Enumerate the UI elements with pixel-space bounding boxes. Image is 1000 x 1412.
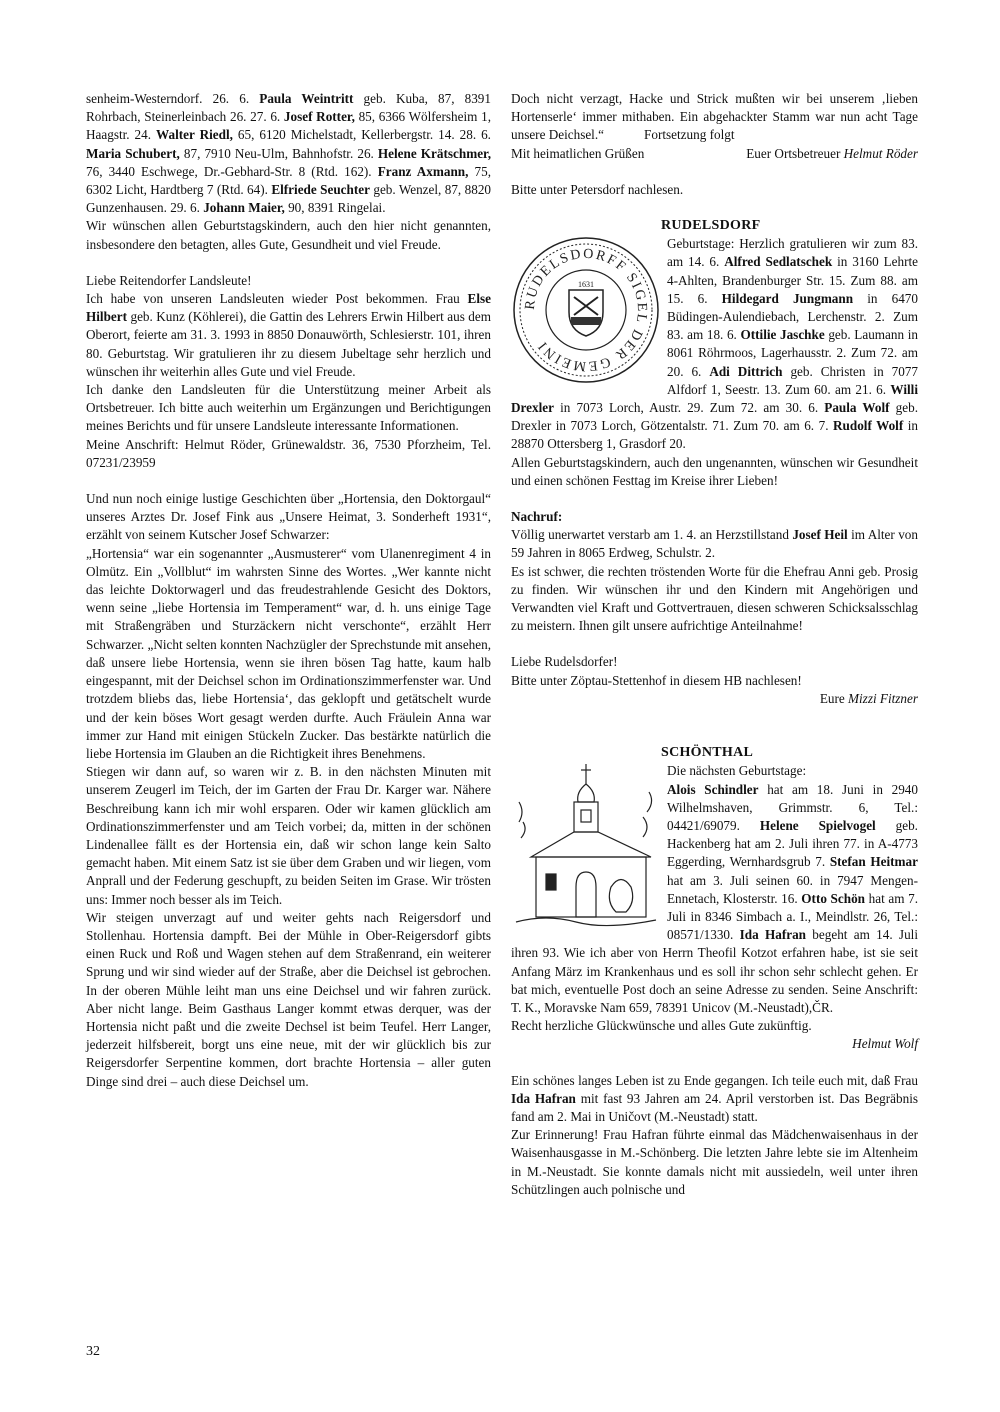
bold-name: Else Hilbert	[86, 291, 491, 325]
rudelsdorf-wishes: Allen Geburtstagskindern, auch den ungenannten, wünschen wir Gesundheit und einen schönen Festtag im Kreise ihrer Lieben!	[511, 454, 918, 488]
else-hilbert-paragraph: Ich habe von unseren Landsleuten wieder Post bekommen. Frau Else Hilbert geb. Kunz (Köhlerei), die Gattin des Lehrers Erwin Hilbert aus dem Oberort, feierte am 31. 3. 1993 in 8850 Donauwörth, Schlesierstr. 101, ihren 80. Geburtstag. Wir gratulieren ihr zu diesem Jubeltage sehr herzlich und wünschen ihr weiterhin alles Gute und viel Freude.	[86, 291, 491, 379]
bold-name: Ottilie Jaschke	[740, 327, 825, 343]
bold-name: Alois Schindler	[667, 781, 759, 797]
rudelsdorf-section: RUDELSDORF RUDELSDORFF SIGEL DER GEMEINI 1631 Geburtstage: Herzlich gratulieren wir zum 83. am 14. 6. Alfred Sedlatschek in 3160 Lehrte 4-Ahlten, Brandenburger Str. 15. Zum 88. am 15. 6. Hildegard Jungmann in 6470 Büdingen-Aulendiebach, Lerchenstr. 2. Zum 83. am 18. 6. Ottilie Jaschke geb. Laumann in 8061 Röhrmoos, Lagerhausstr. 2. Zum 72. am 20. 6. Adi Dittrich geb. Christen in 7077 Alfdorf 1, Seestr. 13. Zum 60. am 21. 6. Willi Drexler in 7073 Lorch, Austr. 29. Zum 72. am 30. 6. Paula Wolf geb. Drexler in 7073 Lorch, Götzentalstr. 71. Zum 70. am 6. 7. Rudolf Wolf in 28870 Ottersberg 1, Grasdorf 20. Allen Geburtstagskindern, auch den ungenannten, wünschen wir Gesundheit und einen schönen Festtag im Kreise ihrer Lieben! Nachruf: Völlig unerwartet verstarb am 1. 4. an Herzstillstand Josef Heil im Alter von 59 Jahren in 8065 Erdweg, Schulstr. 2. Es ist schwer, die rechten tröstenden Worte für die Ehefrau Anni geb. Prosig zu finden. Wir wünschen ihr und den Kindern mit Angehörigen und Verwandten viel Kraft und Gottvertrauen, diesen schweren Schicksalsschlag zu meistern. Ihnen gilt unsere aufrichtige Anteilnahme! Liebe Rudelsdorfer! Bitte unter Zöptau-Stettenhof in diesem HB nachlesen! Eure Mizzi Fitzner	[511, 218, 919, 706]
hafran-obituary: Ein schönes langes Leben ist zu Ende gegangen. Ich teile euch mit, daß Frau Ida Hafran mit fast 93 Jahren am 24. April verstorben ist. Das Begräbnis fand am 2. Mai in Uničovt (M.-Neustadt) statt.	[511, 1072, 918, 1124]
address-paragraph: Meine Anschrift: Helmut Röder, Grünewaldstr. 36, 7530 Pforzheim, Tel. 07231/23959	[86, 436, 491, 470]
right-column	[511, 90, 918, 1199]
hortensia-story-3: Wir steigen unverzagt auf und weiter gehts nach Reigersdorf und Stollenhau. Hortensia dampft. Bei der Mühle in Ober-Reigersdorf gibts einen Ruck und Roß und Wagen stehen auf dem Straßenrand, ein weiterer Sprung und wir sind wieder auf der Straße, aber die Deichsel ist gebrochen. In der oberen Mühle leiht man uns eine Deichsel und wir fahren zurück. Aber nicht lange. Beim Gasthaus Langer kommt etwas derquer, was der Hortensia nicht paßt und die zweite Dechsel ist beim Teufel. Herr Langer, jederzeit hilfsbereit, borgt uns eine neue, mit der wir glücklich bis zur Reigersdorfer Serpentine kommen, dort brachte Hortensia – aller guten Dinge sind drei – auch diese Deichsel um.	[86, 909, 491, 1089]
bold-name: Adi Dittrich	[709, 363, 783, 379]
bold-name: Alfred Sedlatschek	[724, 254, 833, 270]
svg-text:RUDELSDORFF SIGEL DER GEMEINI	[523, 247, 649, 374]
schoenthal-heading: SCHÖNTHAL	[661, 745, 754, 761]
bold-name: Franz Axmann,	[377, 163, 469, 179]
rudelsdorf-birthdays: Geburtstage: Herzlich gratulieren wir zum 83. am 14. 6. Alfred Sedlatschek in 3160 Lehrte 4-Ahlten, Brandenburger Str. 15. Zum 88. am 15. 6. Hildegard Jungmann in 6470 Büdingen-Aulendiebach, Lerchenstr. 2. Zum 83. am 18. 6. Ottilie Jaschke geb. Laumann in 8061 Röhrmoos, Lagerhausstr. 2. Zum 72. am 20. 6. Adi Dittrich geb. Christen in 7077 Alfdorf 1, Seestr. 13. Zum 60. am 21. 6. Willi Drexler in 7073 Lorch, Austr. 29. Zum 72. am 30. 6. Paula Wolf geb. Drexler in 7073 Lorch, Götzentalstr. 71. Zum 70. am 6. 7. Rudolf Wolf in 28870 Ottersberg 1, Grasdorf 20.	[511, 236, 919, 452]
signature-row: Mit heimatlichen Grüßen Euer Ortsbetreuer Helmut Röder	[511, 145, 918, 161]
bold-name: Stefan Heitmar	[829, 854, 918, 870]
rudelsdorf-note: Bitte unter Zöptau-Stettenhof in diesem HB nachlesen!	[511, 672, 802, 688]
schoenthal-signature: Helmut Wolf	[852, 1036, 918, 1052]
schoenthal-birthdays: Alois Schindler hat am 18. Juni in 2940 Wilhelmshaven, Grimmstr. 6, Tel.: 04421/69079. Helene Spielvogel geb. Hackenberg hat am 2. Juli ihren 77. in A-4773 Eggerding, Wernhardsgrub 7. Stefan Heitmar hat am 3. Juli seinen 60. in 7947 Mengen-Ennetach, Klosterstr. 16. Otto Schön hat am 7. Juli in 8346 Simbach a. I., Meindlstr. 26, Tel.: 08571/1330. Ida Hafran begeht am 14. Juli ihren 93. Wie ich aber von Herrn Theofil Kotzot erfahren habe, ist sie seit Anfang März im Krankenhaus und es soll ihr schon sehr schlecht gehen. Er bat mich, eventuelle Post doch an seine Adresse zu senden. Seine Anschrift: T. K., Moravske Nam 659, 78391 Unicov (M.-Neustadt),ČR.	[511, 781, 918, 1015]
bold-name: Hildegard Jungmann	[721, 290, 854, 306]
rudelsdorf-heading: RUDELSDORF	[661, 218, 761, 234]
bold-name: Josef Heil	[792, 527, 848, 543]
story-continuation: Doch nicht verzagt, Hacke und Strick mußten wir bei unserem ‚lieben Hortenserle‘ immer mithaben. Ein abgehackter Stamm war nun acht Tage unsere Deichsel.“ Fortsetzung folgt	[511, 91, 918, 143]
bold-name: Elfriede Seuchter	[271, 182, 370, 198]
schoenthal-section	[511, 744, 918, 1199]
bold-name: Helene Krätschmer,	[377, 145, 491, 161]
bold-name: Paula Weintritt	[259, 91, 354, 106]
hafran-memory: Zur Erinnerung! Frau Hafran führte einmal das Mädchenwaisenhaus in der Waisenhausgasse in M.-Schönberg. Die letzten Jahre lebte sie im Altenheim in M.-Neustadt. Sie konnte damals nicht mit aussiedeln, weil unter ihren Schützlingen auch polnische und	[511, 1127, 918, 1197]
page-number: 32	[86, 1344, 100, 1359]
bold-name: Willi Drexler	[511, 381, 918, 416]
reitendorf-greeting: Liebe Reitendorfer Landsleute!	[86, 272, 252, 288]
bold-name: Helene Spielvogel	[759, 817, 876, 833]
continued-note: Fortsetzung folgt	[644, 127, 735, 143]
bold-name: Ida Hafran	[739, 927, 806, 943]
bold-name: Johann Maier,	[203, 200, 285, 216]
chapel-drawing-icon	[511, 762, 661, 932]
seal-lettering: RUDELSDORFF SIGEL DER GEMEINI	[522, 246, 650, 374]
wishes-paragraph: Wir wünschen allen Geburtstagskindern, auch den hier nicht genannten, insbesondere den betagten, alles Gute, Gesundheit und viel Freude.	[86, 218, 491, 252]
schoenthal-wishes: Recht herzliche Glückwünsche und alles Gute zukünftig.	[511, 1018, 812, 1034]
hortensia-story-1: „Hortensia“ war ein sogenannter „Ausmusterer“ vom Ulanenregiment 4 in Olmütz. Ein „Vollblut“ im wahrsten Sinne des Wortes. „Wer kannte nicht das leichte Doktorwagerl und das freudestrahlende Gesicht des Doktors, wenn seine „liebe Hortensia im Temperament“ war, d. h. uns einige Tage mit Straßengräben und Sturzäckern nicht verschonte“, erzählt Herr Schwarzer. „Nicht selten konnten Nachzügler der Sprechstunde mit ansehen, daß unsere liebe Hortensia, wenn sie ihren bösen Tag hatte, kaum halb eingespannt, mit der Deichsel schon im Ordinationszimmerfenster war. Und trotzdem bliebs das, liebe Hortensia‘, das geklopft und getätschelt wurde und der kein böses Wort gesagt werden durfte. Auch Fräulein Anna war immer zur Hand mit einigen Stückeln Zucker. Das bestärkte natürlich die liebe Hortensia im Glauben an die Richtigkeit ihres Benehmens.	[86, 545, 492, 761]
condolence-paragraph: Es ist schwer, die rechten tröstenden Worte für die Ehefrau Anni geb. Prosig zu finden. Wir wünschen ihr und den Kindern mit Angehörigen und Verwandten viel Kraft und Gottvertrauen, diesen schweren Schicksalsschlag zu meistern. Ihnen gilt unsere aufrichtige Anteilnahme!	[511, 563, 918, 634]
signature-name: Helmut Röder	[843, 145, 918, 161]
birthday-list-paragraph: senheim-Westerndorf. 26. 6. Paula Weintritt geb. Kuba, 87, 8391 Rohrbach, Steinerleinbach 26. 27. 6. Josef Rotter, 85, 6366 Wölfersheim 1, Haagstr. 24. Walter Riedl, 65, 6120 Michelstadt, Kellerbergstr. 14. 28. 6. Maria Schubert, 87, 7910 Neu-Ulm, Bahnhofstr. 26. Helene Krätschmer, 76, 3440 Eschwege, Dr.-Gebhard-Str. 8 (Rtd. 162). Franz Axmann, 75, 6302 Licht, Hardtberg 7 (Rtd. 64). Elfriede Seuchter geb. Wenzel, 87, 8820 Gunzenhausen. 29. 6. Johann Maier, 90, 8391 Ringelai.	[86, 91, 492, 216]
rudelsdorf-seal-icon	[511, 235, 661, 385]
rudelsdorf-signature: Mizzi Fitzner	[848, 690, 918, 706]
schoenthal-intro: Die nächsten Geburtstage:	[667, 763, 807, 779]
bold-name: Rudolf Wolf	[833, 418, 904, 434]
bold-name: Ida Hafran	[511, 1090, 576, 1106]
hortensia-story-2: Stiegen wir dann auf, so waren wir z. B. in den nächsten Minuten mit unserem Zeugerl im Teich, der im Garten der Frau Dr. Karger war. Nähere Beschreibung kann ich mir wohl ersparen. Oder wir kamen glücklich am Ordinationszimmerfenster und am Teich vorbei; da, mitten in der schönen Lindenallee fällt es der Hortensia ein, daß wir schon lange kein Salto gemacht haben. Mit einem Satz ist sie über dem Graben und wir liegen, vom Anprall und der Federung geschupft, zu beiden Seiten im Grase. Wir trösten uns: Immer noch besser als im Teich.	[86, 764, 491, 907]
rudelsdorf-greeting: Liebe Rudelsdorfer!	[511, 654, 618, 670]
nachruf-heading: Nachruf:	[511, 509, 563, 525]
hortensia-intro: Und nun noch einige lustige Geschichten über „Hortensia, den Doktorgaul“ unseres Arztes Dr. Josef Fink aus „Unsere Heimat, 3. Sonderheft 1931“, erzählt von seinem Kutscher Josef Schwarzer:	[86, 491, 491, 543]
bold-name: Josef Rotter,	[283, 109, 355, 125]
seal-year: 1631	[578, 280, 594, 290]
thanks-paragraph: Ich danke den Landsleuten für die Unterstützung meiner Arbeit als Ortsbetreuer. Ich bitte auch weiterhin um Ergänzungen und Berichtigungen meines Berichts und für unsere Landsleute interessante Informationen.	[86, 382, 491, 434]
petersdorf-note: Bitte unter Petersdorf nachlesen.	[511, 181, 684, 197]
bold-name: Paula Wolf	[824, 400, 890, 416]
bold-name: Otto Schön	[801, 890, 866, 906]
bold-name: Walter Riedl,	[156, 127, 233, 143]
left-column	[86, 90, 491, 1091]
nachruf-paragraph: Völlig unerwartet verstarb am 1. 4. an Herzstillstand Josef Heil im Alter von 59 Jahren in 8065 Erdweg, Schulstr. 2.	[511, 527, 918, 561]
bold-name: Maria Schubert,	[86, 145, 180, 161]
